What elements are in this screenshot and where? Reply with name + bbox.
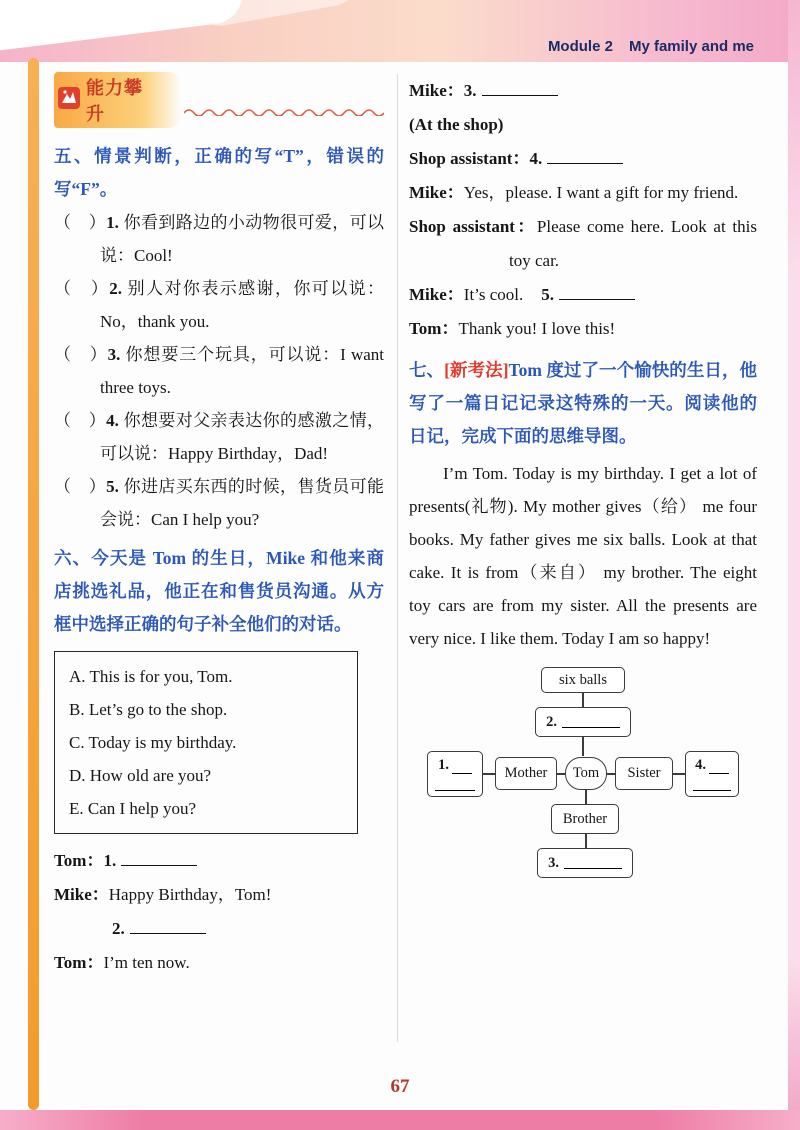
option-b: B. Let’s go to the shop. <box>69 700 228 719</box>
answer-bracket: （ ） <box>54 279 110 298</box>
answer-blank-2 <box>130 919 206 934</box>
dialogue-text: I’m ten now. <box>103 953 190 972</box>
blank-number: 2. <box>112 919 125 938</box>
dialogue-line-tom-1 <box>54 844 384 878</box>
item-text: 你想要对父亲表达你的感激之情，可以说：Happy Birthday，Dad! <box>100 411 385 463</box>
dialogue-line-mike-cool <box>409 278 757 312</box>
blank-number: 2. <box>546 713 557 730</box>
connector-line <box>582 737 584 756</box>
six-balls-label: six balls <box>559 671 607 688</box>
mindmap-sister-box <box>615 757 673 790</box>
blank-number: 3. <box>548 854 559 871</box>
speaker-label: Shop assistant： <box>409 149 530 168</box>
stage-direction <box>409 108 757 142</box>
section5-heading: 五、情景判断，正确的写“T”，错误的写“F”。 <box>54 146 384 199</box>
answer-blank-4 <box>547 149 623 164</box>
mindmap-blank-line <box>452 762 472 774</box>
speaker-label: Shop assistant： <box>409 217 537 236</box>
dialogue-line-assistant-toycar <box>409 210 757 278</box>
dialogue-line-tom-thanks <box>409 312 757 346</box>
mindmap-blank-line <box>562 716 620 728</box>
section-badge-row <box>54 72 384 128</box>
ability-badge-label: 能力攀升 <box>86 78 143 124</box>
blank-row <box>438 757 472 774</box>
climb-icon <box>58 87 80 114</box>
sister-label: Sister <box>627 765 661 781</box>
mindmap-blank-line <box>709 762 729 774</box>
mindmap-blank-line <box>435 779 475 791</box>
question-item-5 <box>54 470 384 536</box>
item-number: 2. <box>109 279 122 298</box>
dialogue-text: Happy Birthday，Tom! <box>108 885 272 904</box>
section6-heading: 六、今天是 Tom 的生日，Mike 和他来商店挑选礼品，他正在和售货员沟通。从方框中选择正确的句子补全他们的对话。 <box>54 548 384 634</box>
mindmap-blank-line <box>693 779 731 791</box>
connector-line <box>582 693 584 707</box>
dialogue-text: Yes，please. I want a gift for my friend. <box>463 183 739 202</box>
right-edge-strip <box>788 0 800 1130</box>
speaker-label: Tom： <box>54 851 104 870</box>
module-title <box>548 38 754 55</box>
dialogue-line-mike <box>54 878 384 912</box>
mindmap-blank-1-box <box>427 751 483 797</box>
mindmap-blank-2-box <box>535 707 631 737</box>
dialogue-line-tom-2 <box>54 946 384 980</box>
dialogue-text: Please come here. Look at this toy car. <box>509 217 757 270</box>
right-column <box>409 74 757 881</box>
mindmap-six-balls-box <box>541 667 625 693</box>
item-text: 你想要三个玩具，可以说：I want three toys. <box>100 345 384 397</box>
option-e: E. Can I help you? <box>69 799 196 818</box>
option-d: D. How old are you? <box>69 766 212 785</box>
blank-number: 5. <box>541 285 555 304</box>
speaker-label: Tom： <box>54 953 104 972</box>
mindmap-blank-3-box <box>537 848 633 878</box>
answer-bracket: （ ） <box>54 411 107 430</box>
option-a: A. This is for you, Tom. <box>69 667 233 686</box>
dialogue-text: It’s cool. <box>463 285 524 304</box>
mindmap-mother-box <box>495 757 557 790</box>
answer-bracket: （ ） <box>54 345 108 364</box>
blank-number: 4. <box>695 757 706 773</box>
answer-blank-3 <box>482 81 558 96</box>
mind-map <box>427 667 739 881</box>
blank-number: 1. <box>103 851 117 870</box>
header-decoration-blob-2 <box>186 0 363 30</box>
speaker-label: Mike： <box>409 81 464 100</box>
left-column <box>54 72 384 980</box>
speaker-label: Tom： <box>409 319 459 338</box>
bottom-pink-bar <box>0 1110 800 1130</box>
new-method-tag: [新考法] <box>444 360 509 380</box>
answer-blank-5 <box>559 285 635 300</box>
item-text: 别人对你表示感谢，你可以说：No，thank you. <box>100 279 385 331</box>
stage-text: (At the shop) <box>409 115 504 134</box>
connector-line <box>483 773 495 775</box>
speaker-label: Mike： <box>409 183 464 202</box>
options-box <box>54 651 358 834</box>
module-name: My family and me <box>628 38 754 55</box>
answer-blank-1 <box>121 851 197 866</box>
item-text: 你看到路边的小动物很可爱，可以说：Cool! <box>100 213 385 265</box>
brother-label: Brother <box>562 810 608 827</box>
mindmap-tom-box <box>565 757 607 790</box>
speaker-label: Mike： <box>409 285 464 304</box>
connector-line <box>585 790 587 804</box>
question-item-4 <box>54 404 384 470</box>
ability-badge <box>54 72 182 128</box>
section7-heading-text: Tom 度过了一个愉快的生日，他写了一篇日记记录这特殊的一天。阅读他的日记，完成下面的思维导图。 <box>409 360 758 446</box>
page-number: 67 <box>390 1076 410 1097</box>
blank-row <box>695 757 729 774</box>
diary-paragraph: I’m Tom. Today is my birthday. I get a lot of presents(礼物). My mother gives（给） me four books. My father gives me six balls. Look at that cake. It is from（来自） my brother. The eight toy cars are from my sister. All the presents are very nice. I like them. Today I am so happy! <box>409 464 757 648</box>
item-number: 4. <box>106 411 119 430</box>
connector-line <box>557 773 565 775</box>
left-accent-strip <box>28 58 39 1110</box>
question-item-1 <box>54 206 384 272</box>
dialogue-line-mike-gift <box>409 176 757 210</box>
section7-heading <box>409 354 757 453</box>
item-number: 1. <box>106 213 119 232</box>
option-c: C. Today is my birthday. <box>69 733 237 752</box>
tom-label: Tom <box>572 765 600 781</box>
connector-line <box>673 773 685 775</box>
blank-number: 3. <box>463 81 477 100</box>
mindmap-blank-4-box <box>685 751 739 797</box>
column-divider <box>397 74 398 1042</box>
item-number: 3. <box>107 345 121 364</box>
question-item-2 <box>54 272 384 338</box>
connector-line <box>607 773 615 775</box>
mindmap-brother-box <box>551 804 619 834</box>
wavy-underline-decoration <box>184 103 384 121</box>
item-number: 5. <box>106 477 119 496</box>
answer-bracket: （ ） <box>54 477 107 496</box>
blank-number: 1. <box>438 757 449 773</box>
module-label: Module 2 <box>547 38 613 55</box>
speaker-label: Mike： <box>54 885 109 904</box>
answer-bracket: （ ） <box>54 213 107 232</box>
item-text: 你进店买东西的时候，售货员可能会说：Can I help you? <box>100 477 385 529</box>
dialogue-line-assistant-4 <box>409 142 757 176</box>
dialogue-line-blank-2 <box>54 912 384 946</box>
dialogue-line-mike-3 <box>409 74 757 108</box>
question-item-3 <box>54 338 384 404</box>
dialogue-text: Thank you! I love this! <box>458 319 616 338</box>
blank-number: 4. <box>529 149 543 168</box>
mindmap-blank-line <box>564 857 622 869</box>
connector-line <box>585 834 587 848</box>
section7-number: 七、 <box>409 360 445 380</box>
mother-label: Mother <box>504 765 548 781</box>
